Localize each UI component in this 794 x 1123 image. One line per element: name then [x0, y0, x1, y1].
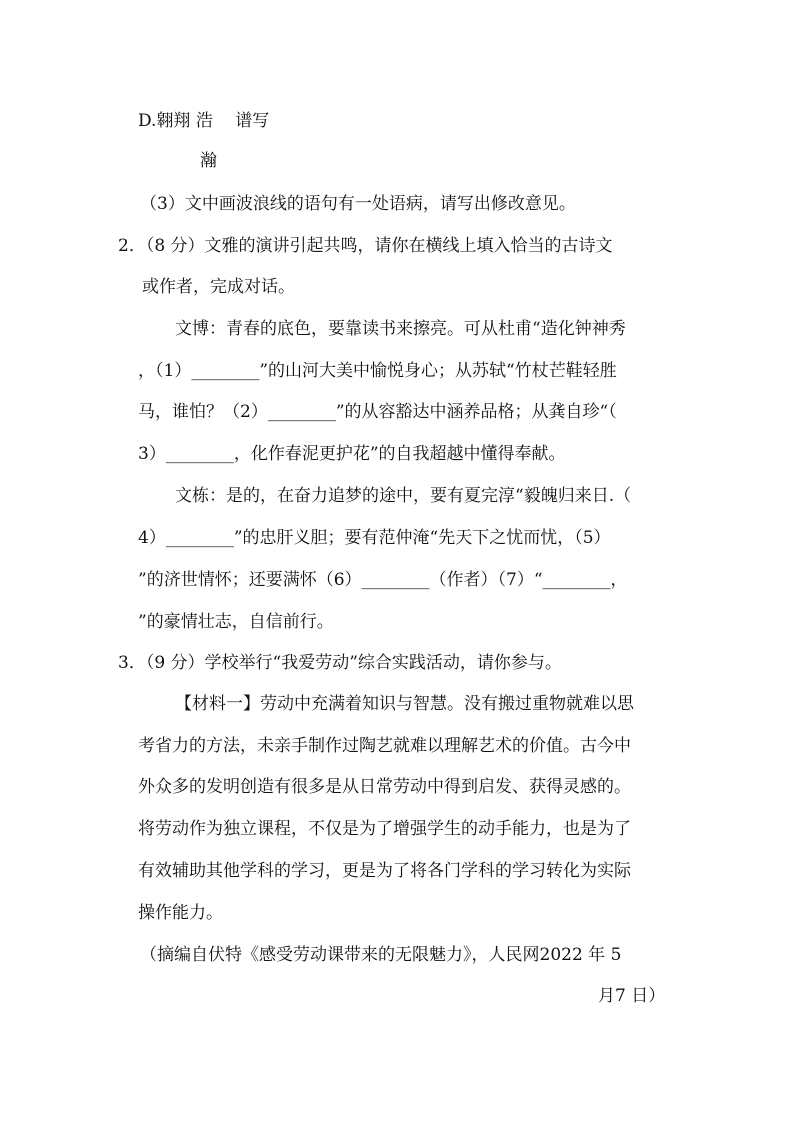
material-1-line: 外众多的发明创造有很多是从日常劳动中得到启发、获得灵感的。 — [138, 777, 631, 797]
material-1-line: 操作能力。 — [138, 903, 223, 923]
dialogue-wenbo-line: 文博：青春的底色，要靠读书来擦亮。可从杜甫“造化钟神秀 — [175, 319, 626, 339]
question-3-stem: 3．（9 分）学校举行“我爱劳动”综合实践活动，请你参与。 — [118, 653, 562, 673]
dialogue-wendong-line: 文栋：是的，在奋力追梦的途中，要有夏完淳“毅魄归来日.（ — [175, 486, 632, 506]
question-2-stem-cont: 或作者，完成对话。 — [142, 277, 295, 297]
option-d-continuation: 瀚 — [200, 151, 217, 171]
subquestion-3: （3）文中画波浪线的语句有一处语病，请写出修改意见。 — [140, 194, 576, 214]
option-d-line: D.翱翔 浩 谱写 — [138, 111, 270, 131]
dialogue-wenbo-line: 马，谁怕？（2）________”的从容豁达中涵养品格；从龚自珍“（ — [138, 402, 617, 422]
material-1-line: 【材料一】劳动中充满着知识与智慧。没有搬过重物就难以思 — [175, 694, 634, 714]
dialogue-wendong-line: ”的济世情怀；还要满怀（6）________（作者）（7）“________， — [138, 570, 628, 590]
source-citation-cont: 月7 日） — [598, 986, 666, 1006]
dialogue-wenbo-line: 3）________，化作春泥更护花”的自我超越中懂得奉献。 — [138, 444, 566, 464]
material-1-line: 考省力的方法，未亲手制作过陶艺就难以理解艺术的价值。古今中 — [138, 736, 631, 756]
question-2-stem: 2．（8 分）文雅的演讲引起共鸣，请你在横线上填入恰当的古诗文 — [118, 236, 613, 256]
dialogue-wendong-line: 4）________”的忠肝义胆；要有范仲淹“先天下之忧而忧，（5） — [138, 528, 611, 548]
dialogue-wenbo-line: ，（1）________”的山河大美中愉悦身心；从苏轼“竹杖芒鞋轻胜 — [138, 361, 617, 381]
material-1-line: 将劳动作为独立课程，不仅是为了增强学生的动手能力，也是为了 — [138, 819, 631, 839]
dialogue-wendong-line: ”的豪情壮志，自信前行。 — [138, 612, 334, 632]
material-1-line: 有效辅助其他学科的学习，更是为了将各门学科的学习转化为实际 — [138, 861, 631, 881]
source-citation: （摘编自伏特《感受劳动课带来的无限魅力》，人民网2022 年 5 — [140, 945, 622, 965]
